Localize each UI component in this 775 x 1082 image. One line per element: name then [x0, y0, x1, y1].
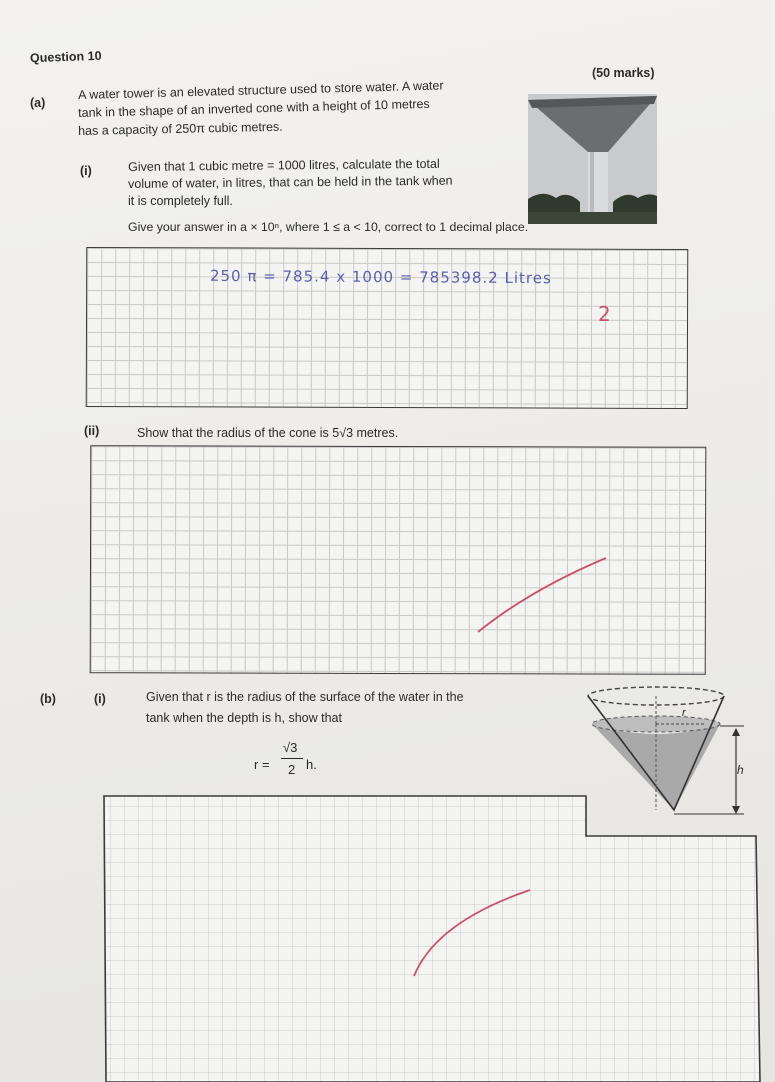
- water-tower-image-icon: [528, 94, 657, 224]
- formula-lhs: r =: [254, 757, 270, 772]
- part-b-i-label: (i): [94, 692, 106, 706]
- part-a-intro-line-1: A water tower is an elevated structure used to store water. A water: [78, 78, 444, 102]
- part-a-i-line-1: Given that 1 cubic metre = 1000 litres, calculate the total: [128, 156, 440, 174]
- marks-label: (50 marks): [592, 66, 655, 80]
- diagram-h-label: h: [737, 763, 744, 777]
- part-a-i-line-3: it is completely full.: [128, 194, 233, 208]
- part-b-i-line-1: Given that r is the radius of the surface of the water in the: [146, 690, 464, 704]
- part-a-ii-label: (ii): [84, 424, 100, 438]
- part-a-intro-line-2: tank in the shape of an inverted cone with a height of 10 metres: [78, 96, 430, 120]
- part-b-i-line-2: tank when the depth is h, show that: [146, 711, 342, 725]
- part-a-ii-text: Show that the radius of the cone is 5√3 metres.: [137, 426, 399, 440]
- formula-denominator: 2: [288, 762, 296, 777]
- part-a-intro-line-3: has a capacity of 250π cubic metres.: [78, 119, 283, 138]
- handwritten-answer-a-i: 250 π = 785.4 x 1000 = 785398.2 Litres: [209, 266, 552, 288]
- part-a-label: (a): [30, 96, 46, 110]
- formula-rhs: h.: [306, 757, 317, 772]
- score-mark-a-i: 2: [598, 302, 611, 326]
- part-a-i-line-4: Give your answer in a × 10ⁿ, where 1 ≤ a < 10, correct to 1 decimal place.: [128, 220, 529, 234]
- red-pen-mark-a-ii: [470, 550, 620, 640]
- answer-box-b-i[interactable]: [96, 792, 766, 1082]
- diagram-r-label: r: [682, 707, 686, 719]
- water-tower-photo: [528, 94, 657, 224]
- formula-numerator: √3: [283, 740, 298, 755]
- part-a-i-line-2: volume of water, in litres, that can be held in the tank when: [128, 173, 453, 191]
- question-title: Question 10: [29, 48, 102, 66]
- part-b-label: (b): [40, 692, 56, 706]
- part-a-i-label: (i): [80, 164, 92, 178]
- formula-fraction-bar: [281, 758, 303, 759]
